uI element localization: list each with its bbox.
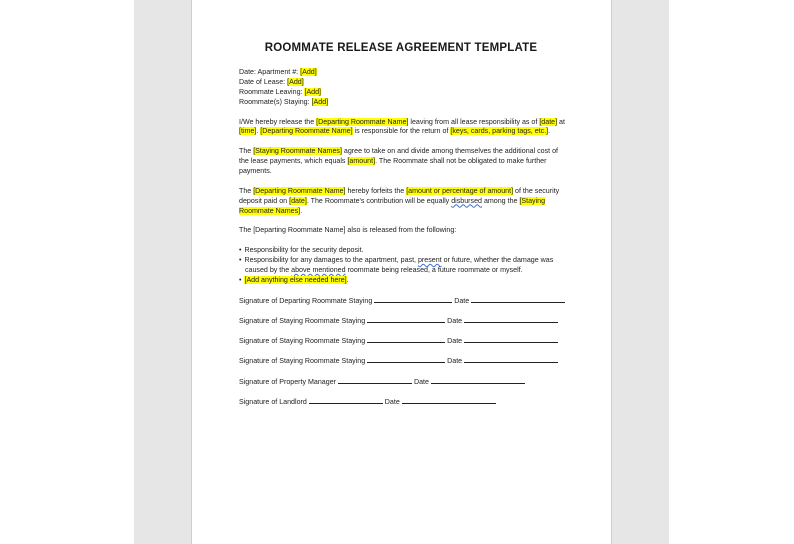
placeholder-add: [Add]	[300, 68, 317, 76]
signature-line: Signature of Staying Roommate Staying Date	[239, 336, 569, 356]
signature-line: Signature of Staying Roommate Staying Date	[239, 356, 569, 376]
document-page	[192, 0, 610, 544]
signature-blank[interactable]	[367, 316, 445, 323]
date-blank[interactable]	[464, 356, 558, 363]
signature-blank[interactable]	[367, 336, 445, 343]
document-body	[239, 68, 569, 417]
field-roommates-staying: Roommate(s) Staying: [Add]	[239, 97, 329, 106]
placeholder-add: [Add]	[311, 97, 329, 106]
field-date: Date: Apartment #: [Add]	[239, 68, 317, 76]
placeholder-add: [Add]	[304, 87, 322, 96]
date-blank[interactable]	[402, 397, 496, 404]
deposit-paragraph: The [Departing Roommate Name] hereby forfeits the [amount or percentage of amount] of the security deposit paid on [date]. The Roommate's contribution will be equally disbursed among the [Staying Roommate Names].	[239, 186, 560, 215]
bullet-item: • [Add anything else needed here].	[239, 276, 569, 286]
field-lease-date: Date of Lease: [Add]	[239, 77, 304, 86]
bullet-item: • Responsibility for the security deposit.	[239, 246, 569, 256]
signature-line: Signature of Departing Roommate Staying Date	[239, 296, 569, 316]
released-from-paragraph: The [Departing Roommate Name] also is released from the following:	[239, 226, 457, 235]
placeholder-add: [Add]	[287, 77, 304, 86]
date-blank[interactable]	[471, 296, 565, 303]
signature-line: Signature of Staying Roommate Staying Date	[239, 316, 569, 336]
signature-blank[interactable]	[309, 397, 383, 404]
spellcheck-word: present	[417, 256, 442, 265]
signature-line: Signature of Landlord Date	[239, 397, 569, 417]
spellcheck-word: disbursed	[451, 196, 482, 205]
signature-line: Signature of Property Manager Date	[239, 377, 569, 397]
bullet-item: • Responsibility for any damages to the apartment, past, present or future, whether the damage was	[239, 256, 569, 266]
date-blank[interactable]	[431, 377, 525, 384]
right-page-margin	[611, 0, 669, 544]
signature-blank[interactable]	[338, 377, 412, 384]
cost-paragraph: The [Staying Roommate Names] agree to take on and divide among themselves the additional cost of the lease payments, which equals [amount]. The Roommate shall not be obligated to make further payments.	[239, 147, 559, 176]
field-roommate-leaving: Roommate Leaving: [Add]	[239, 87, 322, 96]
signature-blank[interactable]	[374, 296, 452, 303]
date-blank[interactable]	[464, 336, 558, 343]
signature-blank[interactable]	[367, 356, 445, 363]
date-blank[interactable]	[464, 316, 558, 323]
spellcheck-word: above mentioned	[291, 266, 346, 275]
release-paragraph: I/We hereby release the [Departing Roommate Name] leaving from all lease responsibility as of [date] at [time]. [Departing Roommate Name] is responsible for the return of [keys, cards, parking tags, etc.].	[239, 117, 565, 136]
left-page-margin	[134, 0, 192, 544]
document-title: ROOMMATE RELEASE AGREEMENT TEMPLATE	[264, 42, 538, 54]
bullet-continuation: caused by the above mentioned roommate being released, a future roommate or myself.	[245, 266, 523, 275]
